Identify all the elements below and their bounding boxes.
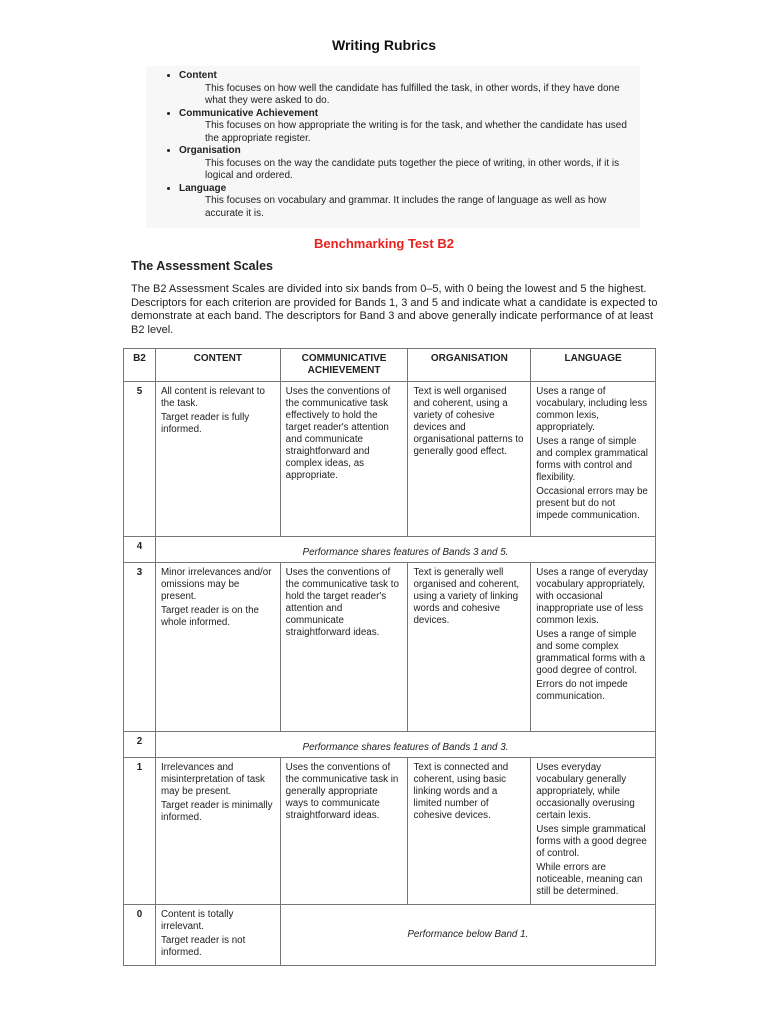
descriptor: Uses a range of everyday vocabulary appropriately, with occasional inappropriate use of less common lexis. (536, 567, 648, 626)
org-cell (408, 382, 531, 537)
criterion-content: • Content This focuses on how well the candidate has fulfilled the task, in other words, if they have done what they were asked to do. (179, 70, 640, 108)
descriptor: Text is connected and coherent, using basic linking words and a limited number of cohesive devices. (413, 762, 509, 821)
table-row (124, 758, 656, 905)
descriptor: Uses a range of simple and some complex grammatical forms with a good degree of control. (536, 629, 646, 676)
band-number: 1 (124, 758, 156, 905)
descriptor: Text is well organised and coherent, using a variety of cohesive devices and organisational patterns to generally good effect. (413, 386, 524, 457)
page-title: Writing Rubrics (332, 37, 436, 53)
descriptor: Target reader is not informed. (160, 935, 246, 958)
scales-heading: The Assessment Scales (131, 259, 273, 273)
org-cell (408, 758, 531, 905)
lang-cell (531, 563, 656, 732)
descriptor: Text is generally well organised and coherent, using a variety of linking words and cohesive devices. (413, 567, 520, 626)
org-cell (408, 563, 531, 732)
descriptor: Uses simple grammatical forms with a good degree of control. (536, 824, 647, 859)
table-header-row (124, 349, 656, 382)
descriptor: Target reader is fully informed. (160, 412, 250, 435)
benchmark-title: Benchmarking Test B2 (314, 236, 454, 251)
lang-cell (531, 382, 656, 537)
descriptor: Uses a range of vocabulary, including less common lexis, appropriately. (536, 386, 648, 433)
content-cell (155, 905, 280, 966)
descriptor: Uses the conventions of the communicative task in generally appropriate ways to communicate straightforward ideas. (285, 762, 399, 821)
descriptor: Uses a range of simple and complex grammatical forms with control and flexibility. (536, 436, 648, 483)
band-number: 3 (124, 563, 156, 732)
descriptor: While errors are noticeable, meaning can still be determined. (536, 862, 643, 897)
header-organisation: ORGANISATION (408, 349, 531, 382)
content-cell (155, 758, 280, 905)
table-row (124, 537, 656, 563)
band-number: 5 (124, 382, 156, 537)
descriptor: Irrelevances and misinterpretation of task may be present. (160, 762, 265, 797)
descriptor: Uses the conventions of the communicative task to hold the target reader's attention and communicate straightforward ideas. (285, 567, 399, 638)
table-row (124, 905, 656, 966)
descriptor: Occasional errors may be present but do not impede communication. (536, 486, 648, 521)
table-row (124, 563, 656, 732)
header-b2: B2 (124, 349, 156, 382)
scales-intro: The B2 Assessment Scales are divided into six bands from 0–5, with 0 being the lowest and 5 the highest. Descriptors for each criterion are provided for Bands 1, 3 and 5 and indicate what a candidate is expected to demonstrate at each band. The descriptors for Band 3 and above generally indicate performance of at least B2 level. (131, 283, 658, 336)
header-content: CONTENT (155, 349, 280, 382)
shared-features-text: Performance shares features of Bands 1 and 3. (155, 732, 655, 758)
descriptor: All content is relevant to the task. (160, 386, 265, 409)
criterion-organisation: • Organisation This focuses on the way the candidate puts together the piece of writing, in other words, if it is logical and ordered. (179, 145, 640, 183)
band-number: 4 (124, 537, 156, 563)
descriptor: Uses the conventions of the communicative task effectively to hold the target reader's attention and communicate straightforward and complex ideas, as appropriate. (285, 386, 391, 481)
criterion-communicative-achievement: • Communicative Achievement This focuses on how appropriate the writing is for the task, and whether the candidate has used the appropriate register. (179, 108, 640, 146)
performance-below-text: Performance below Band 1. (280, 905, 655, 966)
header-language: LANGUAGE (531, 349, 656, 382)
criterion-language: • Language This focuses on vocabulary and grammar. It includes the range of language as well as how accurate it is. (179, 183, 640, 221)
descriptor: Errors do not impede communication. (536, 679, 628, 702)
band-number: 0 (124, 905, 156, 966)
criteria-list (146, 66, 640, 228)
descriptor: Content is totally irrelevant. (160, 909, 234, 932)
content-cell (155, 563, 280, 732)
descriptor: Minor irrelevances and/or omissions may be present. (160, 567, 272, 602)
descriptor: Target reader is on the whole informed. (160, 605, 259, 628)
table-row (124, 732, 656, 758)
comm-cell (280, 758, 408, 905)
descriptor: Target reader is minimally informed. (160, 800, 273, 823)
descriptor: Uses everyday vocabulary generally appropriately, while occasionally overusing certain lexis. (536, 762, 635, 821)
comm-cell (280, 563, 408, 732)
shared-features-text: Performance shares features of Bands 3 and 5. (155, 537, 655, 563)
comm-cell (280, 382, 408, 537)
content-cell (155, 382, 280, 537)
assessment-scales-table (123, 348, 656, 966)
lang-cell (531, 758, 656, 905)
band-number: 2 (124, 732, 156, 758)
table-row (124, 382, 656, 537)
header-communicative-achievement: COMMUNICATIVE ACHIEVEMENT (280, 349, 408, 382)
